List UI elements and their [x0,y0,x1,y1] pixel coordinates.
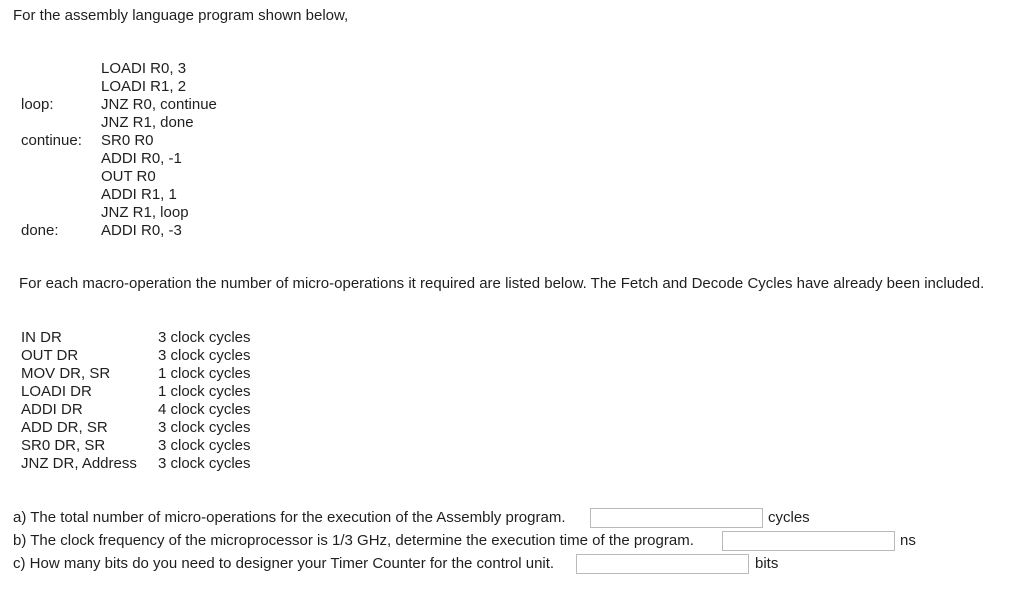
macro-operation: LOADI DR [21,383,92,400]
macro-operation: ADD DR, SR [21,419,108,436]
answer-c-input[interactable] [576,554,749,574]
program-label: done: [21,222,59,239]
answer-a-input[interactable] [590,508,763,528]
clock-cycles: 3 clock cycles [158,455,251,472]
program-instruction: SR0 R0 [101,132,154,149]
macro-operation: JNZ DR, Address [21,455,137,472]
program-instruction: ADDI R0, -1 [101,150,182,167]
macro-operation: ADDI DR [21,401,83,418]
macro-operation: IN DR [21,329,62,346]
program-instruction: LOADI R0, 3 [101,60,187,77]
macro-operation: OUT DR [21,347,79,364]
question-a-text: a) The total number of micro-operations for the execution of the Assembly program. [13,509,566,526]
clock-cycles: 3 clock cycles [158,347,251,364]
program-instruction: JNZ R1, loop [101,204,189,221]
answer-c-unit: bits [755,555,779,572]
macro-operation: MOV DR, SR [21,365,111,382]
clock-cycles: 3 clock cycles [158,419,251,436]
question-b-text: b) The clock frequency of the microprocessor is 1/3 GHz, determine the execution time of the program. [13,532,694,549]
clock-cycles: 1 clock cycles [158,365,251,382]
program-instruction: ADDI R0, -3 [101,222,182,239]
program-instruction: OUT R0 [101,168,156,185]
answer-a-unit: cycles [768,509,810,526]
clock-cycles: 3 clock cycles [158,437,251,454]
program-label: continue: [21,132,82,149]
intro-text: For the assembly language program shown below, [13,7,349,24]
macro-operation: SR0 DR, SR [21,437,106,454]
cycles-note: For each macro-operation the number of micro-operations it required are listed below. The Fetch and Decode Cycles have already been included. [19,275,985,292]
answer-b-unit: ns [900,532,916,549]
clock-cycles: 1 clock cycles [158,383,251,400]
program-label: loop: [21,96,54,113]
program-instruction: ADDI R1, 1 [101,186,177,203]
question-c-text: c) How many bits do you need to designer your Timer Counter for the control unit. [13,555,555,572]
clock-cycles: 4 clock cycles [158,401,251,418]
program-instruction: JNZ R0, continue [101,96,217,113]
answer-b-input[interactable] [722,531,895,551]
program-instruction: JNZ R1, done [101,114,194,131]
program-instruction: LOADI R1, 2 [101,78,187,95]
clock-cycles: 3 clock cycles [158,329,251,346]
